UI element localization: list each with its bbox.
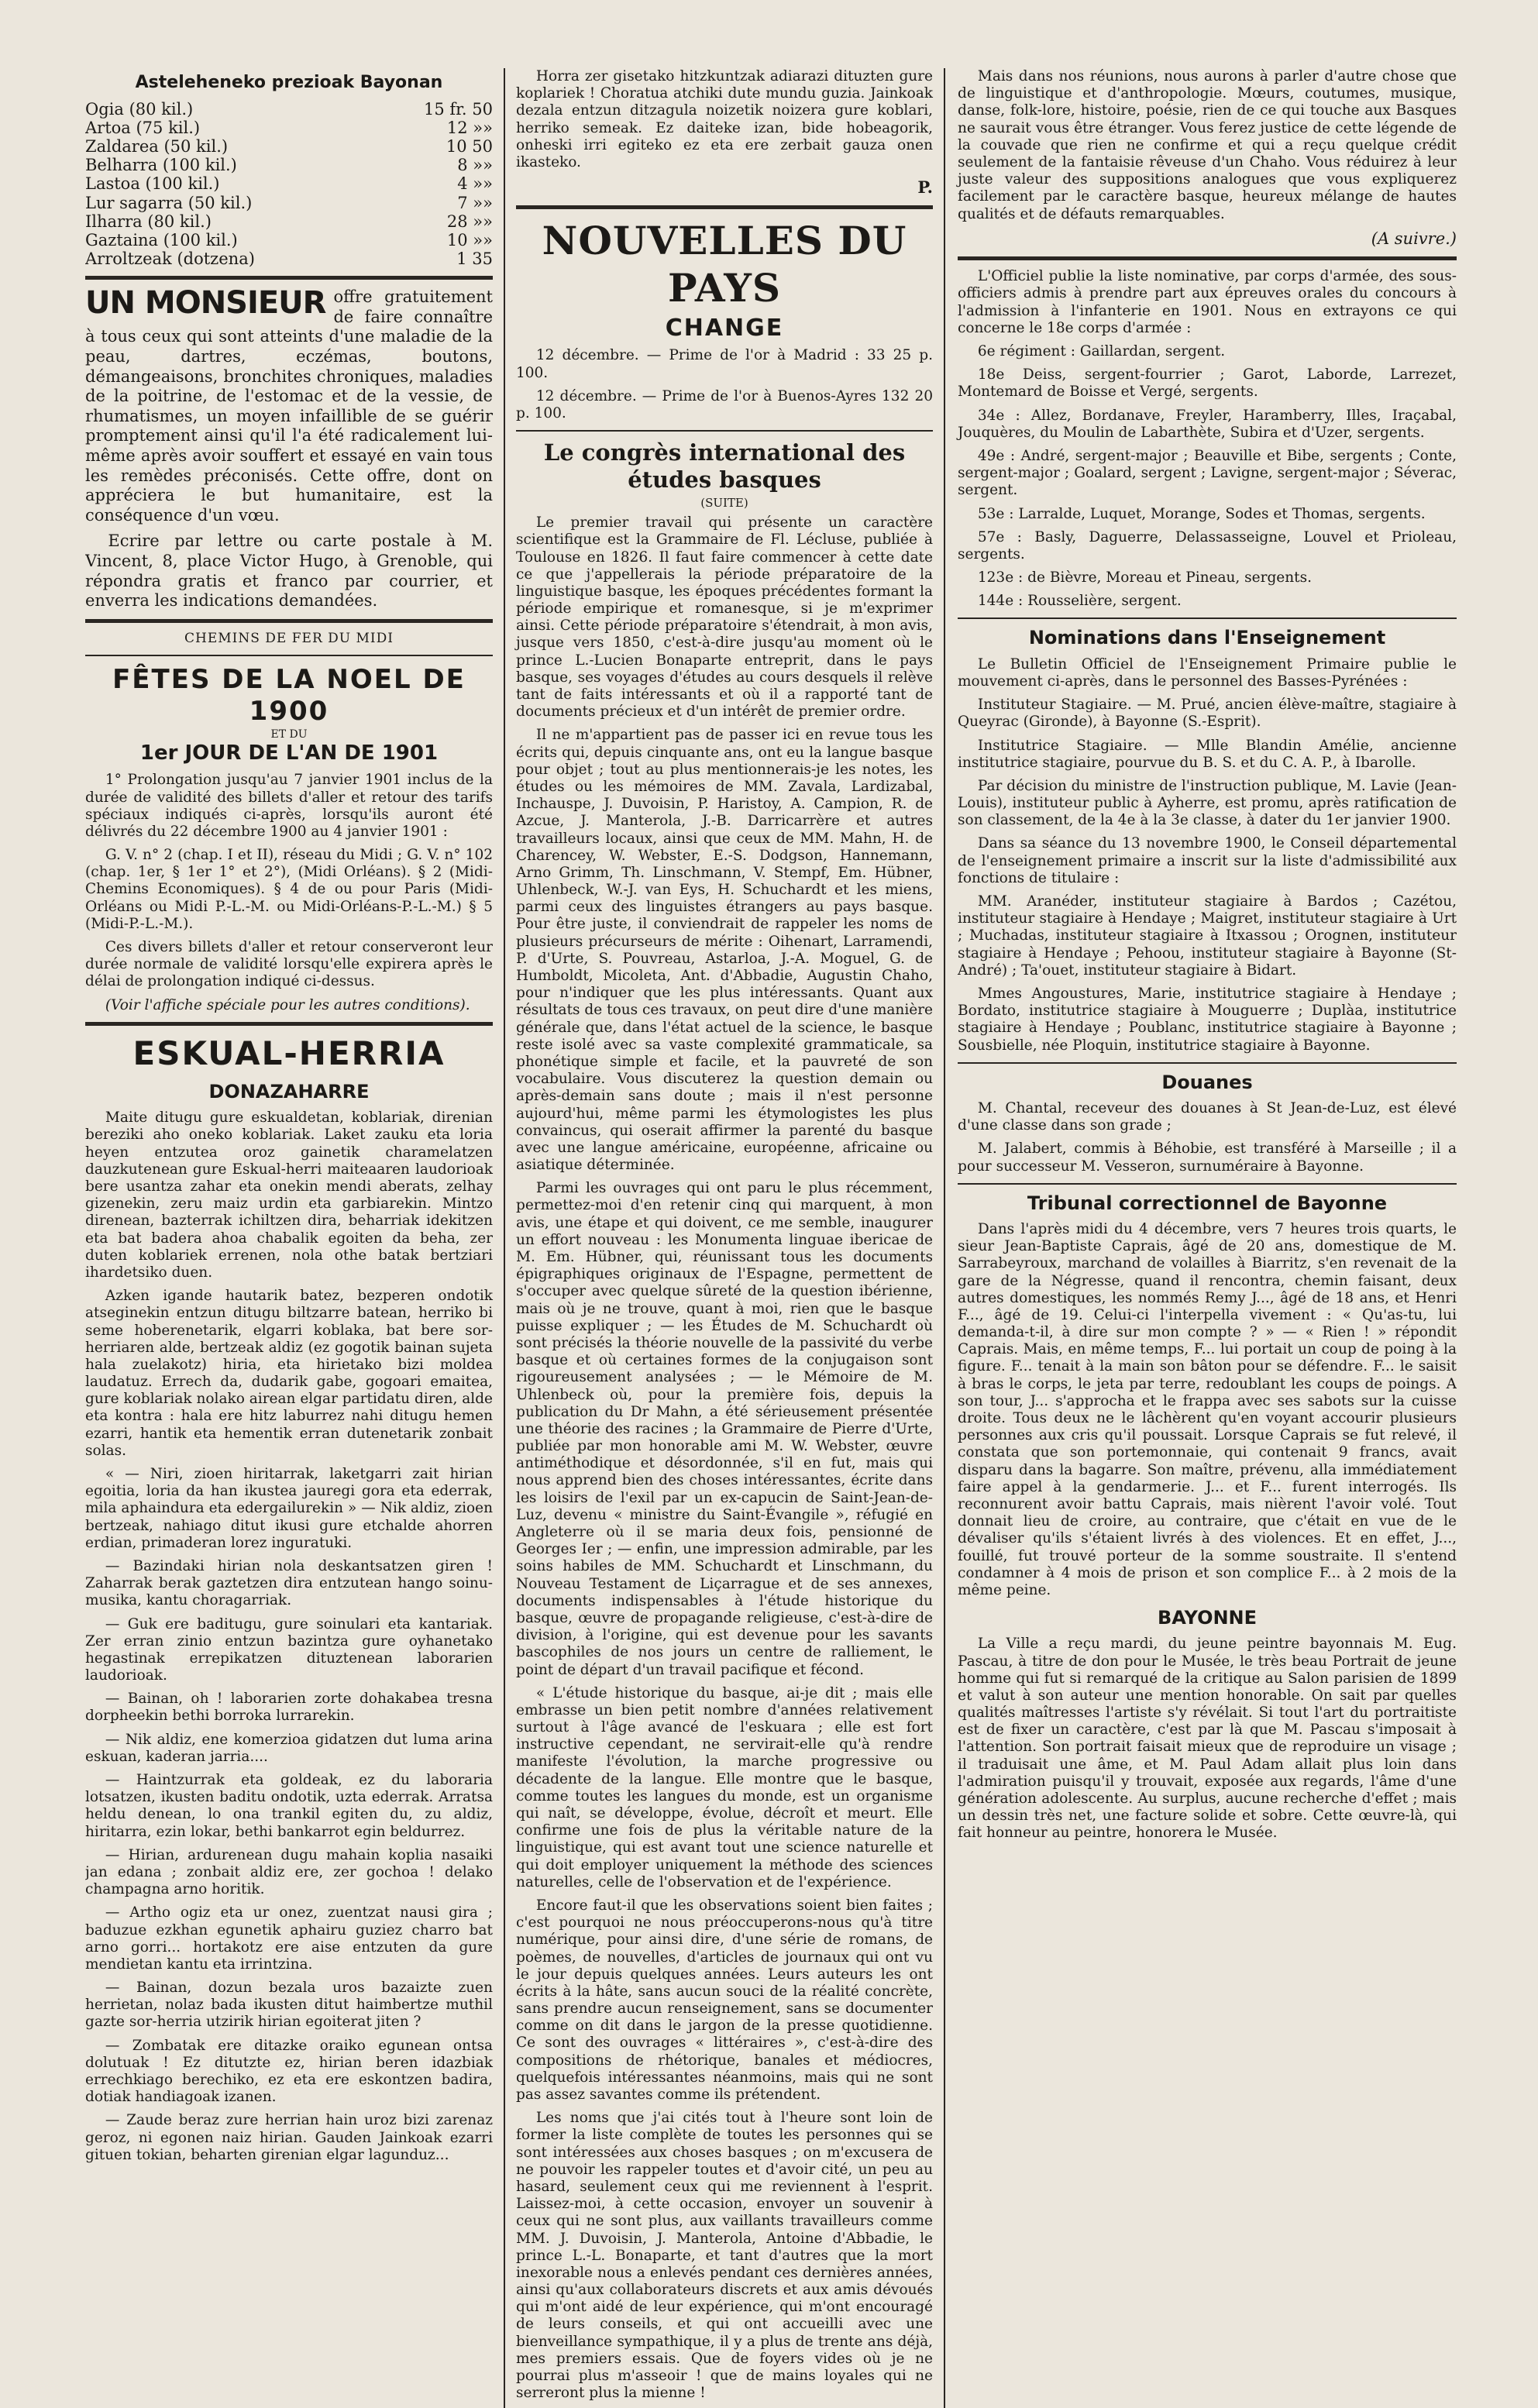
douanes-paragraph: M. Chantal, receveur des douanes à St Jean-de-Luz, est élevé d'une classe dans son grade ;: [958, 1099, 1457, 1134]
price-value: 28 »»: [446, 212, 493, 231]
enseignement-paragraph: MM. Aranéder, instituteur stagiaire à Bardos ; Cazétou, instituteur stagiaire à Hendaye ; Maigret, instituteur stagiaire à Urt ; Muchadas, instituteur stagiaire à Itxassou ; Orognen, instituteur stagiaire à Hendaye ; Pehoou, instituteur stagiaire à Bayonne (St-André) ; Ta'ouet, instituteur stagiaire à Bidart.: [958, 893, 1457, 979]
officiel-section: [958, 268, 1457, 610]
monsieur-ad: [85, 287, 493, 611]
price-name: Arroltzeak (dotzena): [85, 249, 255, 268]
bayonne-paragraph: La Ville a reçu mardi, du jeune peintre bayonnais M. Eug. Pascau, à titre de don pour le Musée, le très beau Portrait de jeune homme qui fut si remarqué de la critique au Salon parisien de 1899 et valut à son auteur une mention honorable. On sait par quelles qualités maîtresses l'artiste s'y révélait. Si tout l'art du portraitiste est de fixer un caractère, c'est par là que M. Pascau s'imposait à l'attention. Son portrait faisait mieux que de reproduire un visage ; il traduisait une âme, et M. Paul Adam allait plus loin dans l'admiration puisqu'il y trouvait, exposée aux regards, l'âme d'une génération adolescente. Au surplus, aucune recherche d'effet ; mais un dessin très net, une facture solide et sobre. Cette œuvre-là, qui fait honneur au peintre, honorera le Musée.: [958, 1636, 1457, 1842]
eskual-section: [85, 1034, 493, 2164]
congres-paragraph: Les noms que j'ai cités tout à l'heure sont loin de former la liste complète de toutes les personnes qui se sont intéressées aux choses basques ; on m'excusera de ne pouvoir les rappeler toutes et d'avoir cité, un peu au hasard, seulement ceux qui me reviennent à l'esprit. Laissez-moi, à cette occasion, envoyer un souvenir à ceux qui ne sont plus, aux vaillants travailleurs comme MM. J. Duvoisin, J. Manterola, Antoine d'Abbadie, le prince L.-L. Bonaparte, et tant d'autres que la mort inexorable nous a enlevés pendant ces dernières années, ainsi qu'aux collaborateurs discrets et aux amis dévoués qui m'ont aidé de leur expérience, qui m'ont encouragé de leurs conseils, et qui ont accueilli avec une bienveillance sympathique, il y a plus de trente ans déjà, mes premiers essais. Que de foyers vides où je ne pourrai plus m'asseoir ! que de mains loyales qui ne serreront plus la mienne !: [516, 2110, 933, 2402]
railway-paragraph: Ces divers billets d'aller et retour conserveront leur durée normale de validité lorsqu'elle expirera après le délai de prolongation indiqué ci-dessus.: [85, 939, 493, 990]
price-value: 7 »»: [457, 193, 493, 212]
officiel-item: 53e : Larralde, Luquet, Morange, Sodes et Thomas, sergents.: [977, 505, 1426, 522]
congres-paragraph-continued: Mais dans nos réunions, nous aurons à parler d'autre chose que de linguistique et d'anthropologie. Mœurs, coutumes, musique, danse, folk-lore, histoire, poésie, rien de ce qui touche aux Basques ne saurait vous être étranger. Vous ferez justice de cette légende de la couvade que rien ne confirme et qui a reçu quelque crédit seulement de la fantaisie rêveuse d'un Chaho. Vous réduirez à leur juste valeur des suppositions analogues que vous expliquerez facilement par le caractère basque, heureux mélange de hautes qualités et de défauts remarquables.: [958, 68, 1457, 222]
price-value: 15 fr. 50: [424, 99, 493, 119]
officiel-item: 6e régiment : Gaillardan, sergent.: [977, 343, 1226, 360]
enseignement-section: [958, 627, 1457, 1054]
railway-company: CHEMINS DE FER DU MIDI: [184, 630, 394, 646]
congres-suite: (SUITE): [700, 495, 748, 510]
eskual-paragraph: Maite ditugu gure eskualdetan, koblariak, direnian bereziki aho oneko koblariak. Laket zauku eta loria heyen entzutea oroz gainetik charamelatzen dauzkutenean gure Eskual-herri maiteaaren laudorioak bere usantza zahar eta onekin mendi aberats, zelhay gizenekin, zeru maiz urdin eta garbiarekin. Mintzo direnean, bazterrak ichiltzen dira, beharriak idekitzen eta bat badera ahoa chabalik egoiten da beha, zer duten koblariek errenen, nola othe batak bertziari ihardetsiko duen.: [85, 1109, 493, 1281]
divider: [85, 276, 493, 280]
tribunal-paragraph: Dans l'après midi du 4 décembre, vers 7 heures trois quarts, le sieur Jean-Baptiste Caprais, âgé de 20 ans, domestique de M. Sarrabeyroux, marchand de volailles à Biarritz, s'en revenait de la gare de la Négresse, quand il rencontra, chemin faisant, deux autres domestiques, les nommés Remy J..., âgé de 18 ans, et Henri F..., âgé de 19. Celui-ci l'interpella vivement : « Qu'as-tu, lui demanda-t-il, à dire sur mon compte ? » — « Rien ! » répondit Caprais. Mais, en même temps, F... lui portait un coup de poing à la figure. F... tenait à la main son bâton pour se défendre. F... le saisit à bras le corps, le jeta par terre, redoublant les coups de poings. A son tour, J... s'approcha et le frappa avec ses sabots sur la cuisse droite. Tous deux ne le lâchèrent qu'en voyant accourir plusieurs personnes aux cris qu'il poussait. Lorsque Caprais se fut relevé, il constata que son portemonnaie, qui contenait 9 francs, avait disparu dans la bagarre. Son maître, prévenu, alla immédiatement faire appel à la gendarmerie. J... et F... furent interrogés. Ils reconnurent avoir battu Caprais, mais nièrent l'avoir volé. Tout donnait lieu de croire, au contraire, que c'était en vue de le dévaliser qu'ils s'étaient livrés à des violences. Et en effet, J..., fouillé, fut trouvé porteur de la somme soustraite. Il s'entend condamner à 4 mois de prison et son complice F... à 2 mois de la même peine.: [958, 1220, 1457, 1598]
enseignement-paragraph: Le Bulletin Officiel de l'Enseignement Primaire publie le mouvement ci-après, dans le personnel des Basses-Pyrénées :: [958, 655, 1457, 690]
divider: [85, 1022, 493, 1026]
price-value: 8 »»: [457, 156, 493, 175]
eskual-paragraph: — Bainan, oh ! laborarien zorte dohakabea tresna dorpheekin bethi borroka lurrarekin.: [85, 1691, 493, 1725]
eskual-paragraph: Azken igande hautarik batez, bezperen ondotik atseginekin entzun ditugu biltzarre batean, herriko bi seme hoberenetarik, elgarri koblaka, bat bere sor-herriaren alde, bertzeak aldiz (ez gogotik bainan sujeta hala zuelakotz) hiria, eta hirietako bizi moldea laudatuz. Errech da, dudarik gabe, gogoari emaitea, gure koblariak nolako airean elgar partidatu diren, alde eta kontra : hala ere hitz laburrez nahi ditugu hemen ezarri, hantik eta hementik erran dutenetarik zonbait solas.: [85, 1288, 493, 1459]
price-name: Zaldarea (50 kil.): [85, 137, 229, 157]
price-name: Lur sagarra (50 kil.): [85, 193, 253, 212]
price-row: [85, 137, 493, 156]
eskual-paragraph: — Zaude beraz zure herrian hain uroz bizi zarenaz geroz, ni egonen naiz hirian. Gauden Jainkoak ezarri gituen tokian, beharten girenian elgar lagunduz...: [85, 2112, 493, 2163]
bayonne-section: [958, 1607, 1457, 1842]
congres-paragraph: « L'étude historique du basque, ai-je dit ; mais elle embrasse un bien petit nombre d'années relativement surtout à l'âge avancé de l'eskuara ; elle est fort instructive cependant, ne servirait-elle qu'à rendre manifeste l'évolution, la marche progressive ou décadente de la langue. Elle montre que le basque, comme toutes les langues du monde, est un organisme qui naît, se développe, évolue, décroît et meurt. Elle confirme une fois de plus la véritable nature de la linguistique, qui est avant tout une science naturelle et qui doit employer uniquement la méthode des sciences naturelles, celle de l'observation et de l'expérience.: [516, 1684, 933, 1890]
price-row: [85, 100, 493, 119]
railway-paragraph: 1° Prolongation jusqu'au 7 janvier 1901 inclus de la durée de validité des billets d'aller et retour des tarifs spéciaux indiqués ci-après, lorsqu'ils auront été délivrés du 22 décembre 1900 au 4 janvier 1901 :: [85, 772, 493, 840]
railway-note: (Voir l'affiche spéciale pour les autres conditions).: [105, 996, 470, 1013]
enseignement-paragraph: Mmes Angoustures, Marie, institutrice stagiaire à Hendaye ; Bordato, institutrice stagiaire à Mouguerre ; Duplàa, institutrice stagiaire à Hendaye ; Poublanc, institutrice stagiaire à Bayonne ; Sousbielle, née Ploquin, institutrice stagiaire à Bayonne.: [958, 985, 1457, 1054]
congres-paragraph: Le premier travail qui présente un caractère scientifique est la Grammaire de Fl. Lécluse, publiée à Toulouse en 1826. Il faut faire commencer à cette date ce que j'appellerais la période préparatoire de la linguistique basque, les époques précédentes formant la période empirique et romanesque, si je m'exprimer ainsi. Cette période préparatoire s'étendrait, à mon avis, jusque vers 1850, c'est-à-dire jusqu'au moment où le prince L.-Lucien Bonaparte entreprit, dans le pays basque, ses voyages d'études au cours desquels il relève tant de faits intéressants et où il a rapporté tant de documents précieux et d'un intérêt de premier ordre.: [516, 514, 933, 721]
prices-title: Asteleheneko prezioak Bayonan: [135, 73, 443, 92]
railway-et-du: ET DU: [270, 728, 308, 741]
tribunal-title: Tribunal correctionnel de Bayonne: [1027, 1192, 1388, 1214]
eskual-place: DONAZAHARRE: [208, 1080, 370, 1103]
divider: [958, 256, 1457, 260]
price-value: 10 50: [446, 137, 493, 157]
price-name: Artoa (75 kil.): [85, 118, 201, 137]
price-row: [85, 231, 493, 249]
price-value: 12 »»: [446, 118, 493, 137]
eskual-paragraph: — Hirian, ardurenean dugu mahain koplia nasaiki jan edana ; zonbait aldiz ere, zer gochoa ! delako champagna arno horitik.: [85, 1846, 493, 1898]
enseignement-title: Nominations dans l'Enseignement: [1028, 627, 1386, 649]
railway-paragraph: [85, 997, 493, 1014]
column-left: [85, 68, 504, 2170]
change-title: CHANGE: [665, 314, 784, 342]
eskual-paragraph: — Zombatak ere ditazke oraiko egunean ontsa dolutuak ! Ez ditutzte ez, hirian beren idazbiak errechkiago berechiko, ez eta ere eskontzen badira, dotiak handiagoak izanen.: [85, 2037, 493, 2106]
price-row: [85, 174, 493, 193]
price-name: Ilharra (80 kil.): [85, 212, 212, 231]
divider: [958, 617, 1457, 619]
change-line: 12 décembre. — Prime de l'or à Madrid : 33 25 p. 100.: [516, 347, 933, 381]
column-right: [945, 68, 1457, 1849]
price-name: Lastoa (100 kil.): [85, 174, 220, 194]
divider: [958, 1062, 1457, 1064]
price-row: [85, 194, 493, 212]
price-row: [85, 156, 493, 174]
monsieur-body: offre gratuitement de faire connaître à tous ceux qui sont atteints d'une maladie de la peau, dartres, eczémas, boutons, démangeaisons, bronchites chroniques, maladies de la poitrine, de l'estomac et de la vessie, de rhumatismes, un moyen infaillible de se guérir promptement ainsi qu'il l'a été radicalement lui-même après avoir souffert et essayé en vain tous les remèdes préconisés. Cette offre, dont on appréciera le but humanitaire, est la conséquence d'un vœu.: [85, 287, 493, 525]
officiel-item: 49e : André, sergent-major ; Beauville et Bibe, sergents ; Conte, sergent-major ; Goalard, sergent ; Lavigne, sergent-major ; Séverac, sergent.: [958, 447, 1457, 499]
price-name: Ogia (80 kil.): [85, 99, 194, 119]
railway-paragraph: G. V. n° 2 (chap. I et II), réseau du Midi ; G. V. n° 102 (chap. 1er, § 1er 1° et 2°), (Midi Orléans). § 2 (Midi-Chemins Economiques). § 4 de ou pour Paris (Midi-Orléans ou Midi P.-L.-M. ou Midi-Orléans-P.-L.-M.) § 5 (Midi-P.-L.-M.).: [85, 847, 493, 932]
eskual-title: ESKUAL-HERRIA: [132, 1034, 446, 1072]
officiel-item: 34e : Allez, Bordanave, Freyler, Haramberry, Illes, Iraçabal, Jouquères, du Moulin de Labarthète, Subira et d'Uzer, sergents.: [958, 407, 1457, 441]
eskual-paragraph: — Guk ere baditugu, gure soinulari eta kantariak. Zer erran zinio entzun bazintza gure oyhanetako hegastinak errepikatzen dituztenean laborarien laudorioak.: [85, 1615, 493, 1684]
congres-paragraph: Il ne m'appartient pas de passer ici en revue tous les écrits qui, depuis cinquante ans, ont eu la langue basque pour objet ; tout au plus mentionnerais-je les notes, les études ou les mémoires de MM. Zavala, Lardizabal, Inchauspe, J. Duvoisin, P. Haristoy, A. Campion, R. de Azcue, J. Manterola, J.-B. Darricarrère et autres travailleurs locaux, ainsi que ceux de MM. Mahn, H. de Charencey, W. Webster, E.-S. Dodgson, Hannemann, Arno Grimm, Th. Linschmann, V. Stempf, Em. Hübner, Uhlenbeck, W.-J. van Eys, H. Schuchardt et les miens, parmi ceux des linguistes étrangers au pays basque. Pour être juste, il conviendrait de rappeler les noms de plusieurs précurseurs de mérite : Oihenart, Larramendi, P. d'Urte, S. Pouvreau, Astarloa, J.-A. Moguel, G. de Humboldt, Micoleta, Ant. d'Abbadie, Augustin Chaho, pour n'indiquer que les plus intéressants. Quant aux résultats de tous ces travaux, on peut dire d'une manière générale que, dans l'état actuel de la science, le basque reste isolé avec sa vaste complexité grammaticale, sa phonétique simple et facile, et la pauvreté de son vocabulaire. Vous discuterez la question demain ou après-demain sans doute ; mais il n'est personne aujourd'hui, même parmi les étymologistes les plus convaincus, qui oserait affirmer la parenté du basque avec une langue américaine, européenne, africaine ou asiatique déterminée.: [516, 727, 933, 1174]
railway-subtitle: 1er JOUR DE L'AN DE 1901: [139, 741, 439, 765]
suivre-note: (A suivre.): [1371, 229, 1457, 248]
tribunal-section: [958, 1192, 1457, 1599]
officiel-item: 18e Deiss, sergent-fourrier ; Garot, Laborde, Larrezet, Montemard de Boisse et Vergé, sergents.: [958, 366, 1457, 401]
officiel-item: 144e : Rousselière, sergent.: [977, 593, 1182, 610]
price-name: Belharra (100 kil.): [85, 156, 237, 175]
douanes-paragraph: M. Jalabert, commis à Béhobie, est transféré à Marseille ; il a pour successeur M. Vesseron, surnuméraire à Bayonne.: [958, 1140, 1457, 1175]
officiel-intro: L'Officiel publie la liste nominative, par corps d'armée, des sous-officiers admis à prendre part aux épreuves orales du concours à l'admission à l'infanterie en 1901. Nous en extrayons ce qui concerne le 18e corps d'armée :: [958, 268, 1457, 336]
congres-title: Le congrès international des études basques: [543, 439, 906, 494]
douanes-section: [958, 1072, 1457, 1175]
monsieur-text: [85, 287, 493, 525]
eskual-paragraph: — Nik aldiz, ene komerzioa gidatzen dut luma arina eskuan, kaderan jarria....: [85, 1731, 493, 1765]
divider: [85, 619, 493, 623]
officiel-item: 123e : de Bièvre, Moreau et Pineau, sergents.: [977, 569, 1312, 587]
railway-title: FÊTES DE LA NOEL DE 1900: [112, 663, 466, 728]
monsieur-title: UN MONSIEUR: [85, 285, 326, 322]
divider: [516, 205, 933, 209]
nouvelles-title: NOUVELLES DU PAYS: [542, 217, 907, 311]
column-middle: [504, 68, 945, 2408]
congres-suivre: [958, 229, 1457, 249]
divider: [958, 1183, 1457, 1185]
enseignement-paragraph: Institutrice Stagiaire. — Mlle Blandin Amélie, ancienne institutrice stagiaire, pourvue du B. S. et du C. A. P., à Ibarolle.: [958, 737, 1457, 771]
price-value: 1 35: [456, 249, 493, 268]
congres-paragraph: Parmi les ouvrages qui ont paru le plus récemment, permettez-moi d'en retenir cinq qui marquent, à mon avis, une étape et qui doivent, ce me semble, inaugurer un effort nouveau : les Monumenta linguae ibericae de M. Em. Hübner, qui, réunissant tous les documents épigraphiques originaux de l'Espagne, permettent de s'occuper avec quelque sûreté de la question ibérienne, mais où je ne trouve, quant à moi, rien que le basque puisse expliquer ; — les Études de M. Schuchardt où sont précisés la théorie nouvelle de la passivité du verbe basque et où certaines formes de la conjugaison sont rigoureusement analysées ; — le Mémoire de M. Uhlenbeck où, pour la première fois, depuis la publication du Dr Mahn, a été sérieusement présentée une théorie des racines ; la Grammaire de Pierre d'Urte, publiée par mon honorable ami M. W. Webster, œuvre antiméthodique et désordonnée, s'il en fut, mais qui nous apprend bien des choses intéressantes, écrite dans les loisirs de l'exil par un ex-capucin de Saint-Jean-de-Luz, devenu « ministre du Saint-Évangile », réfugié en Angleterre où il se maria deux fois, pensionné de Georges Ier ; — enfin, une impression admirable, par les soins habiles de MM. Schuchardt et Linschmann, du Nouveau Testament de Liçarrague et de ses annexes, documents indispensables à l'étude historique du basque, œuvre de propagande religieuse, c'est-à-dire de division, à l'origine, qui est devenue pour les savants bascophiles de nos jours un centre de ralliement, le point de départ d'un travail pacifique et fécond.: [516, 1180, 933, 1678]
divider: [85, 655, 493, 656]
change-line: 12 décembre. — Prime de l'or à Buenos-Ayres 132 20 p. 100.: [516, 387, 933, 421]
eskual-paragraph: — Haintzurrak eta goldeak, ez du laboraria lotsatzen, ikusten baditu ondotik, uzta ederrak. Arratsa heldu denean, lo ona trankil egiten du, zu aldiz, hiritarra, ezin lokar, bethi bankarrot egin beldurrez.: [85, 1772, 493, 1840]
eskual-paragraph: « — Niri, zioen hiritarrak, laketgarri zait hirian egoitia, loria da han ikustea jauregi gora eta ederrak, mila aphaindura eta edergailurekin » — Nik aldiz, zioen bertzeak, nahiago ditut ikusi gure etchalde ahorren erdian, primaderan lorez inguratuki.: [85, 1466, 493, 1551]
eskual-paragraph: — Bazindaki hirian nola deskantsatzen giren ! Zaharrak berak gaztetzen dira entzutean hango soinu-musika, kantu choragarriak.: [85, 1557, 493, 1609]
eskual-paragraph: — Artho ogiz eta ur onez, zuentzat nausi gira ; baduzue ezkhan egunetik aphairu guziez charro bat arno gorri... hortakotz ere aise entzuten da gure mendietan kantu eta irrintzina.: [85, 1904, 493, 1973]
price-value: 4 »»: [457, 174, 493, 194]
railway-notice: [85, 631, 493, 1014]
bayonne-title: BAYONNE: [1157, 1607, 1258, 1629]
officiel-item: 57e : Basly, Daguerre, Delassasseigne, Louvel et Prioleau, sergents.: [958, 528, 1457, 562]
price-row: [85, 212, 493, 231]
price-list: [85, 100, 493, 268]
price-row: [85, 249, 493, 268]
eskual-paragraph: — Bainan, dozun bezala uros bazaizte zuen herrietan, nolaz bada ikusten ditut haimbertze muthil gazte sor-herria utzirik hirian egoiterat jiten ?: [85, 1980, 493, 2031]
divider: [516, 430, 933, 432]
monsieur-contact: Ecrire par lettre ou carte postale à M. Vincent, 8, place Victor Hugo, à Grenoble, qui répondra gratis et franco par courrier, et enverra les indications demandées.: [85, 531, 493, 611]
enseignement-paragraph: Dans sa séance du 13 novembre 1900, le Conseil départemental de l'enseignement primaire a inscrit sur la liste d'admissibilité aux fonctions de titulaire :: [958, 835, 1457, 886]
congres-paragraph: Encore faut-il que les observations soient bien faites ; c'est pourquoi ne nous préoccuperons-nous qu'à titre numérique, pour ainsi dire, d'une série de romans, de poèmes, de nouvelles, d'articles de journaux qui ont vu le jour depuis quelques années. Leurs auteurs les ont écrits à la hâte, sans aucun souci de la réalité concrète, sans prendre aucun renseignement, sans se documenter comme on dit dans le jargon de la presse quotidienne. Ce sont des ouvrages « littéraires », c'est-à-dire des compositions de rhétorique, banales et médiocres, quelquefois intéressantes néanmoins, mais qui ne sont pas assez savantes comme ils prétendent.: [516, 1897, 933, 2103]
price-name: Gaztaina (100 kil.): [85, 230, 238, 249]
eskual-signature: P.: [917, 177, 933, 198]
douanes-title: Douanes: [1161, 1071, 1253, 1093]
price-row: [85, 119, 493, 137]
enseignement-paragraph: Par décision du ministre de l'instruction publique, M. Lavie (Jean-Louis), instituteur public à Ayherre, est promu, après ratification de son classement, de la 4e à la 3e classe, à dater du 1er janvier 1900.: [958, 777, 1457, 829]
enseignement-paragraph: Instituteur Stagiaire. — M. Prué, ancien élève-maître, stagiaire à Queyrac (Gironde), à Bayonne (S.-Esprit).: [958, 697, 1457, 731]
eskual-paragraph-continued: Horra zer gisetako hitzkuntzak adiarazi dituzten gure koplariek ! Choratua atchiki dute mundu guzia. Jainkoak dezala entzun ditzagula noizetik noizera gure koblari, herriko semeak. Ez daiteke izan, bide hobeagorik, onheski irri egiteko ez eta ere zerbait gauza onen ikasteko.: [516, 68, 933, 170]
columns: [85, 68, 1492, 2402]
price-value: 10 »»: [446, 230, 493, 249]
